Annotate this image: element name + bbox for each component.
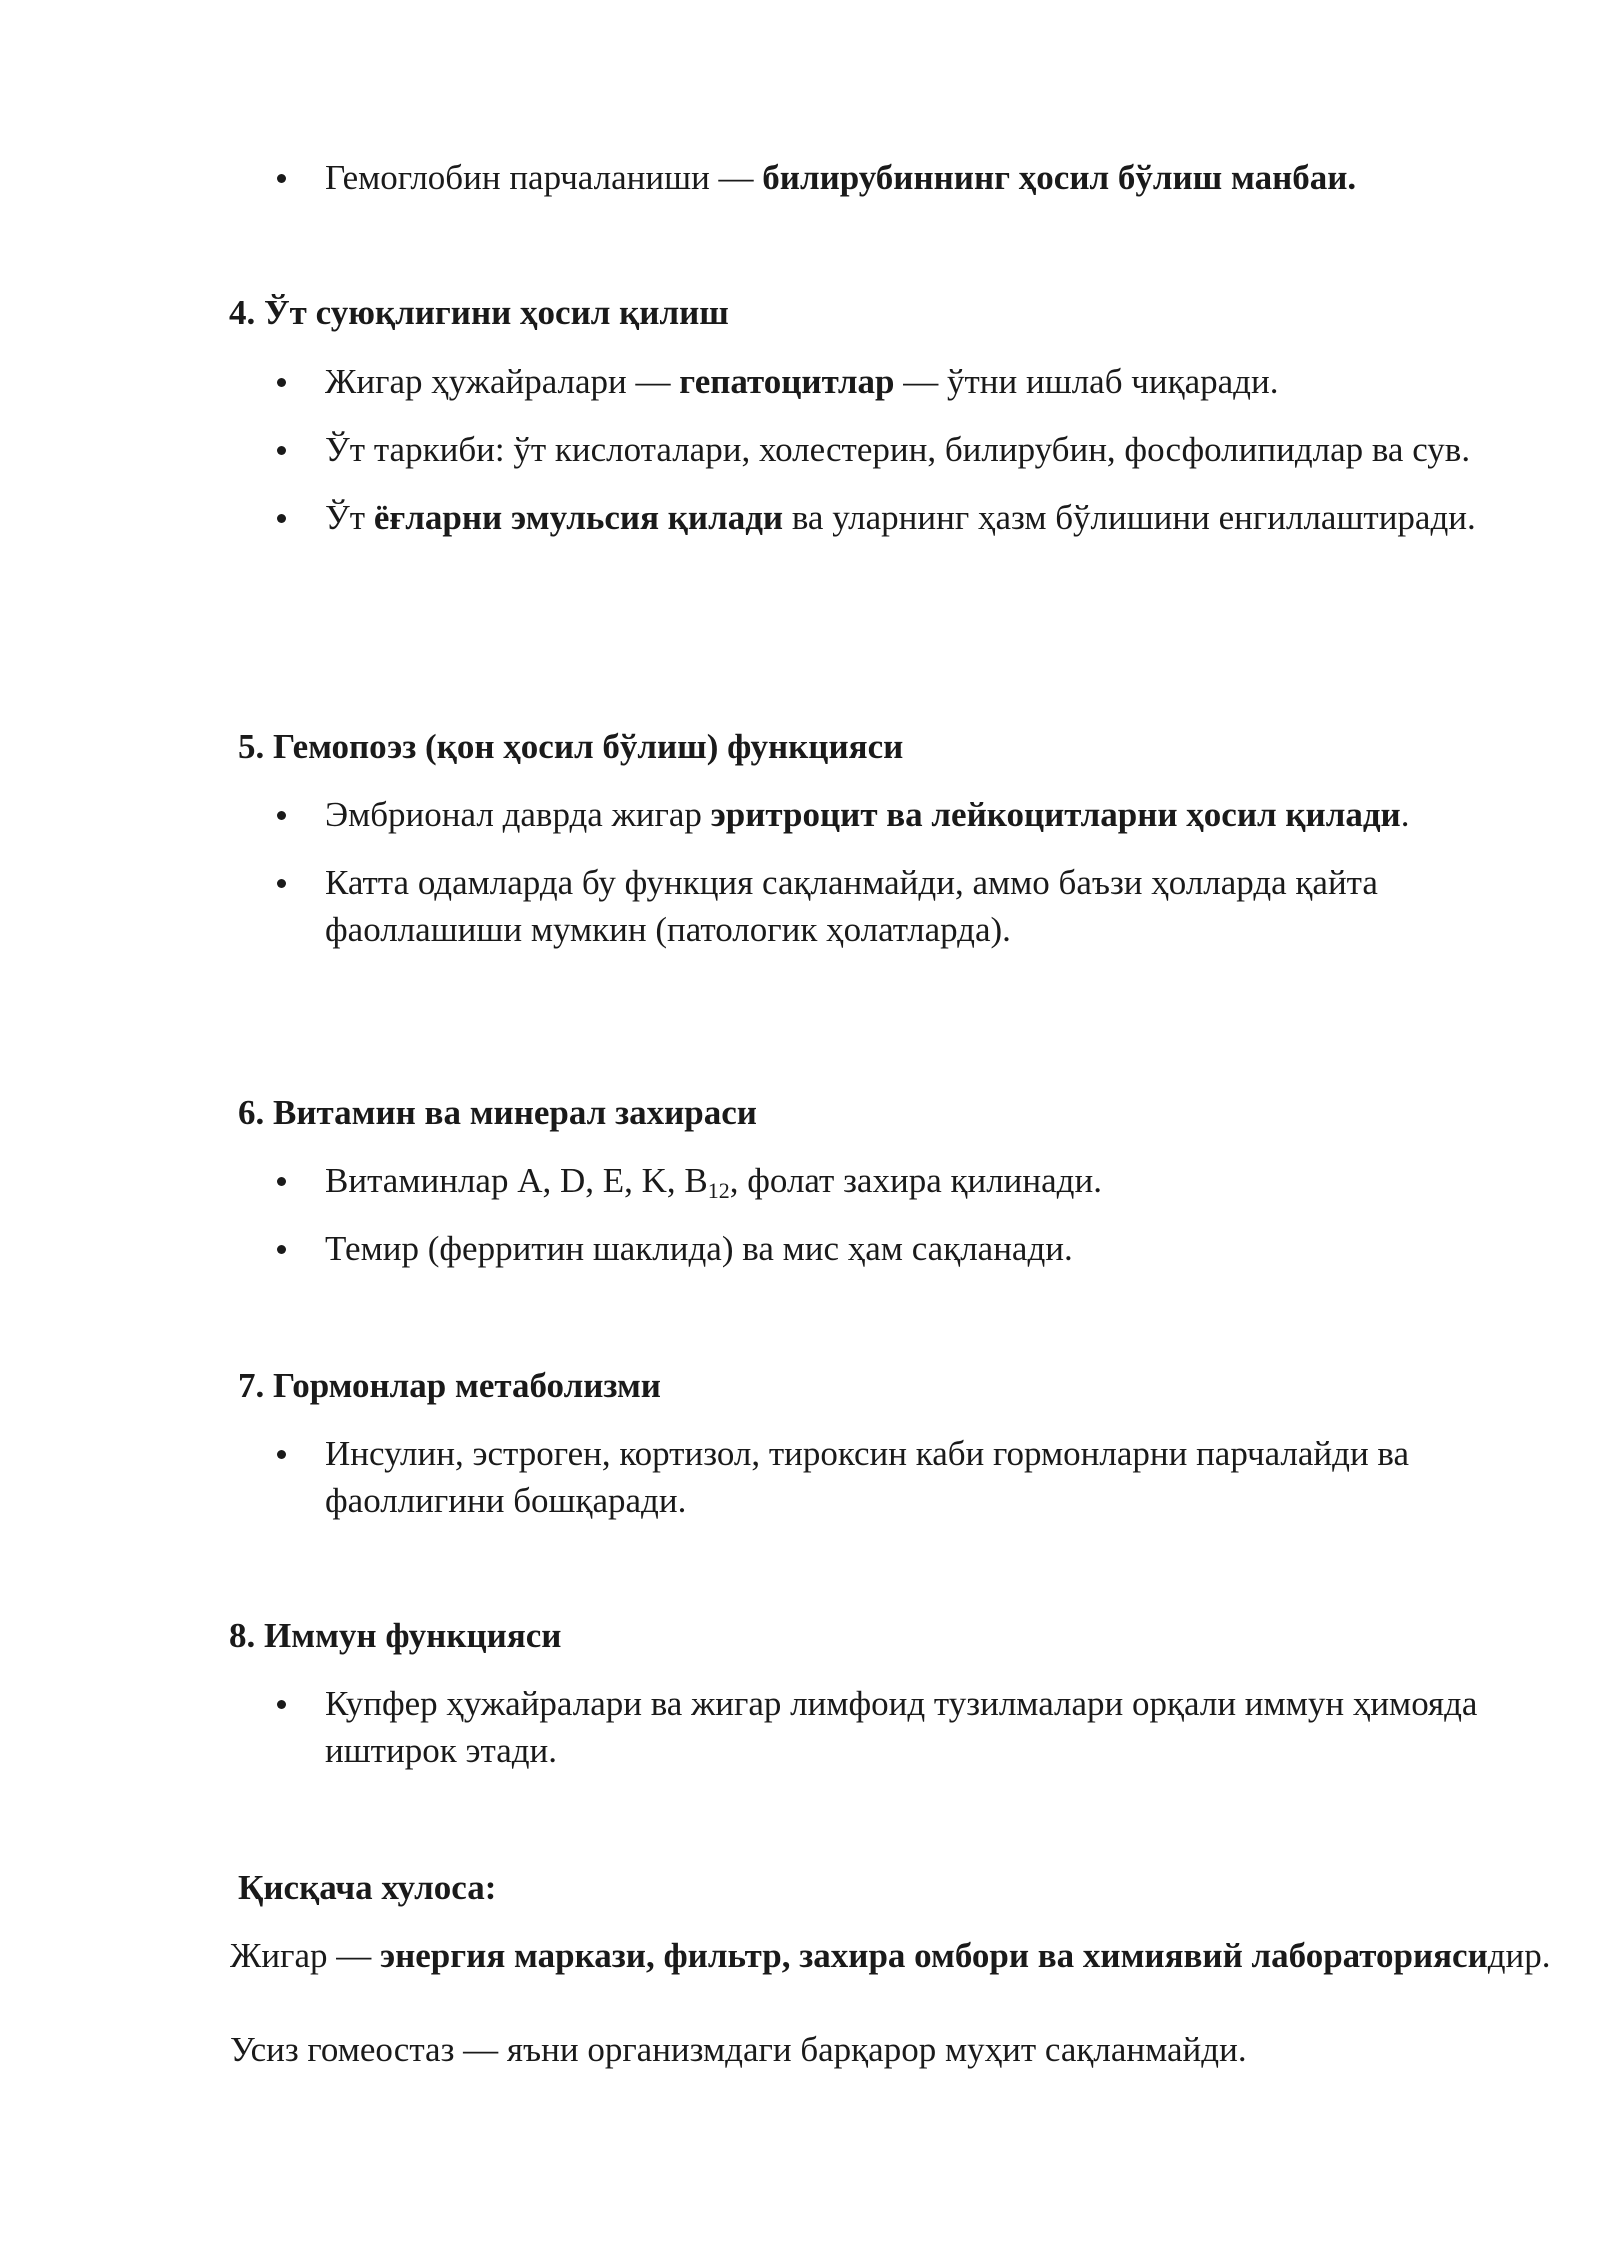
bullet-icon: [277, 1177, 286, 1186]
bullet-icon: [277, 174, 286, 183]
bullet-icon: [277, 879, 286, 888]
bullet-list: [0, 358, 1600, 541]
bullet-icon: [277, 1245, 286, 1254]
list-item: Ўт ёғларни эмульсия қилади ва уларнинг ҳазм бўлишини енгиллаштиради.: [0, 494, 1600, 541]
list-item: Купфер ҳужайралари ва жигар лимфоид тузилмалари орқали иммун ҳимояда иштирок этади.: [0, 1680, 1600, 1774]
bullet-list: [0, 791, 1600, 953]
bullet-icon: [277, 1450, 286, 1459]
section-heading-5: 5. Гемопоэз (қон ҳосил бўлиш) функцияси: [238, 727, 904, 766]
bullet-list: [0, 154, 1600, 201]
section-7-list: [0, 1430, 1600, 1545]
list-item: Темир (ферритин шаклида) ва мис ҳам сақланади.: [0, 1225, 1600, 1272]
bullet-list: [0, 1680, 1600, 1774]
section-8-list: [0, 1680, 1600, 1795]
section-heading-4: 4. Ўт суюқлигини ҳосил қилиш: [229, 293, 729, 332]
bullet-list: [0, 1430, 1600, 1524]
bullet-list: [0, 1157, 1600, 1272]
list-item: Ўт таркиби: ўт кислоталари, холестерин, билирубин, фосфолипидлар ва сув.: [0, 426, 1600, 473]
list-item: Инсулин, эстроген, кортизол, тироксин каби гормонларни парчалайди ва фаоллигини бошқаради.: [0, 1430, 1600, 1524]
summary-paragraph-2: Усиз гомеостаз — яъни организмдаги барқарор муҳит сақланмайди.: [230, 2030, 1247, 2069]
list-item: Витаминлар A, D, E, K, $B_{12}$, фолат захира қилинади.: [0, 1157, 1600, 1204]
list-item: Эмбрионал даврда жигар эритроцит ва лейкоцитларни ҳосил қилади.: [0, 791, 1600, 838]
list-item: Жигар ҳужайралари — гепатоцитлар — ўтни ишлаб чиқаради.: [0, 358, 1600, 405]
bullet-icon: [277, 446, 286, 455]
list-item: Гемоглобин парчаланиши — билирубиннинг ҳосил бўлиш манбаи.: [0, 154, 1600, 201]
section-heading-8: 8. Иммун функцияси: [229, 1616, 562, 1655]
list-item: Катта одамларда бу функция сақланмайди, аммо баъзи ҳолларда қайта фаоллашиши мумкин (патологик ҳолатларда).: [0, 859, 1600, 953]
bullet-icon: [277, 1700, 286, 1709]
section-3-continuation: [0, 154, 1600, 222]
section-6-list: [0, 1157, 1600, 1293]
bullet-icon: [277, 378, 286, 387]
section-5-list: [0, 791, 1600, 974]
section-4-list: [0, 358, 1600, 562]
summary-paragraph-1: Жигар — энергия маркази, фильтр, захира омбори ва химиявий лабораториясидир.: [230, 1936, 1551, 1975]
section-heading-7: 7. Гормонлар метаболизми: [238, 1366, 661, 1405]
summary-heading: Қисқача хулоса:: [238, 1868, 497, 1907]
section-heading-6: 6. Витамин ва минерал захираси: [238, 1093, 757, 1132]
bullet-icon: [277, 514, 286, 523]
bullet-icon: [277, 811, 286, 820]
